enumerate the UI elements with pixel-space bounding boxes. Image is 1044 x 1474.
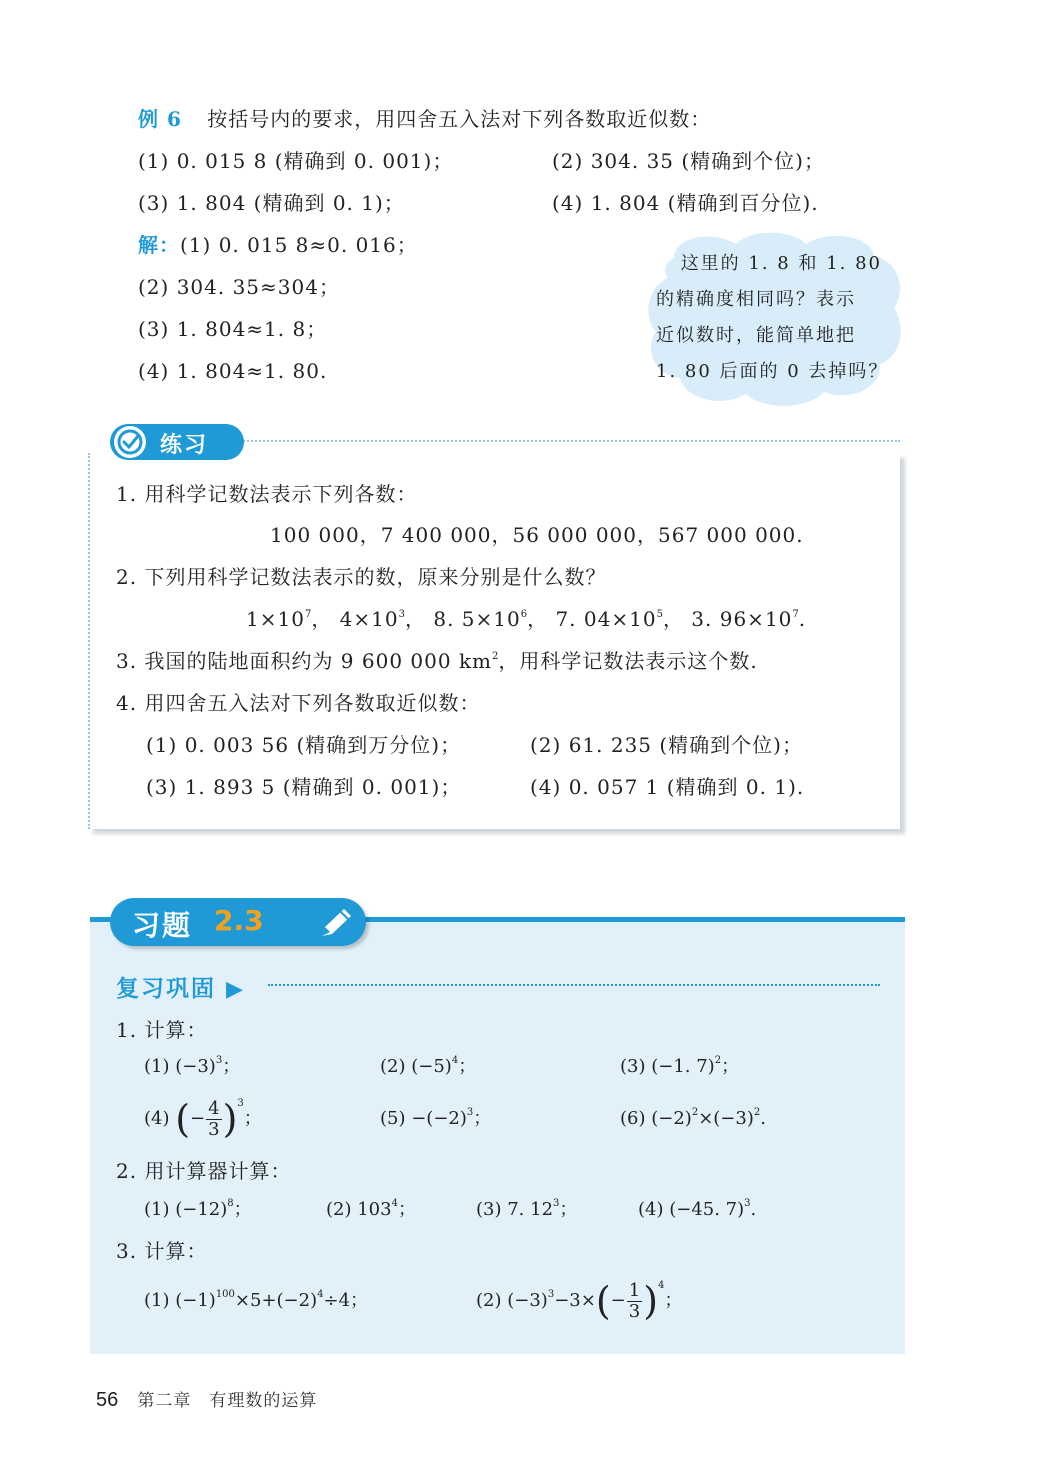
practice-box — [88, 453, 900, 829]
solution-line: (4) 1. 804≈1. 80. — [138, 359, 328, 383]
practice-q1-values: 100 000，7 400 000，56 000 000，567 000 000. — [270, 523, 804, 547]
exercise-q1: 1. 计算： — [116, 1018, 208, 1042]
practice-q4-item: (1) 0. 003 56 (精确到万分位)； — [146, 733, 462, 757]
cloud-text — [656, 246, 892, 390]
practice-q4-item: (4) 0. 057 1 (精确到 0. 1). — [530, 775, 805, 799]
solution-line: (2) 304. 35≈304； — [138, 275, 340, 299]
practice-q4-item: (2) 61. 235 (精确到个位)； — [530, 733, 803, 757]
review-divider — [268, 984, 880, 986]
solution-line — [138, 232, 418, 258]
formula-line: (2) $(-5)^4$； — [380, 1055, 477, 1077]
practice-title: 练习 — [160, 433, 209, 458]
sci-number: 7. $04\times 10^5$， — [555, 607, 684, 631]
example-item: (3) 1. 804 (精确到 0. 1)； — [138, 191, 405, 215]
pencil-icon — [316, 906, 356, 940]
practice-header — [110, 424, 244, 460]
practice-q2-values — [246, 606, 806, 632]
exercise-title: 习题 — [132, 909, 193, 942]
page-number: 56 — [96, 1389, 119, 1411]
page-footer — [96, 1386, 317, 1412]
chapter-title: 第二章 有理数的运算 — [137, 1391, 318, 1411]
exercise-q2: 2. 用计算器计算： — [116, 1159, 292, 1183]
example-item: (4) 1. 804 (精确到百分位). — [552, 191, 819, 215]
sci-number: $1\times 10^7$， — [246, 607, 333, 631]
solution-text: (1) 0. 015 8≈0. 016； — [180, 233, 418, 257]
formula-line: (4) (−45. 7)$^3$. — [638, 1198, 757, 1220]
play-arrow-icon: ▶ — [226, 977, 245, 1002]
example-heading — [138, 106, 711, 132]
example-label: 例 6 — [138, 107, 182, 131]
formula-line: $(5) -(-2)^3$； — [380, 1107, 492, 1129]
cloud-line: 近似数时，能简单地把 — [656, 325, 856, 346]
formula-line: (1) $(-12)^8$； — [144, 1198, 252, 1220]
solution-line: (3) 1. 804≈1. 8； — [138, 317, 328, 341]
solution-label: 解： — [138, 233, 180, 257]
sci-number: $4\times 10^3$， — [339, 607, 426, 631]
practice-q4: 4. 用四舍五入法对下列各数取近似数： — [116, 691, 481, 715]
exercise-header — [110, 898, 366, 946]
formula-line: (3) (−1. 7)$^2$； — [620, 1055, 740, 1077]
practice-q1: 1. 用科学记数法表示下列各数： — [116, 482, 418, 506]
practice-q2: 2. 下列用科学记数法表示的数，原来分别是什么数？ — [116, 565, 607, 589]
practice-icon — [114, 426, 146, 458]
example-item: (2) 304. 35 (精确到个位)； — [552, 149, 825, 173]
cloud-line: 这里的 1. 8 和 1. 80 — [680, 253, 882, 274]
exercise-q3: 3. 计算： — [116, 1239, 208, 1263]
example-title: 按括号内的要求，用四舍五入法对下列各数取近似数： — [207, 107, 712, 131]
formula-line: (4) (− $\frac{4}{3}$ )$^3$； — [144, 1097, 262, 1141]
formula-line: (1) $(-1)^{100}\times 5+(-2)^4\div 4$； — [144, 1289, 369, 1311]
formula-line: (2) $(-3)^3-3\times(-$ $\frac{1}{3}$ )$^4$； — [476, 1279, 683, 1323]
sci-number: 8. $5\times 10^6$， — [433, 607, 549, 631]
example-item: (1) 0. 015 8 (精确到 0. 001)； — [138, 149, 454, 173]
check-bubble-icon — [114, 426, 146, 458]
cloud-line: 1. 80 后面的 0 去掉吗？ — [656, 361, 889, 382]
practice-divider — [240, 440, 900, 442]
sci-number: 3. $96\times 10^7$. — [691, 607, 807, 631]
review-section-title: 复习巩固 ▶ — [116, 976, 245, 1002]
formula-line: (6) $(-2)^2\times(-3)^2$. — [620, 1107, 766, 1129]
cloud-line: 的精确度相同吗？表示 — [656, 289, 856, 310]
exercise-number: 2.3 — [214, 904, 264, 937]
practice-q4-item: (3) 1. 893 5 (精确到 0. 001)； — [146, 775, 462, 799]
formula-line: (3) 7. $12^3$； — [476, 1198, 578, 1220]
formula-line: (1) $(-3)^3$； — [144, 1055, 241, 1077]
practice-q3: 3. 我国的陆地面积约为 9 600 000 $km^2$，用科学记数法表示这个数. — [116, 649, 758, 673]
formula-line: (2) $103^4$； — [326, 1198, 416, 1220]
